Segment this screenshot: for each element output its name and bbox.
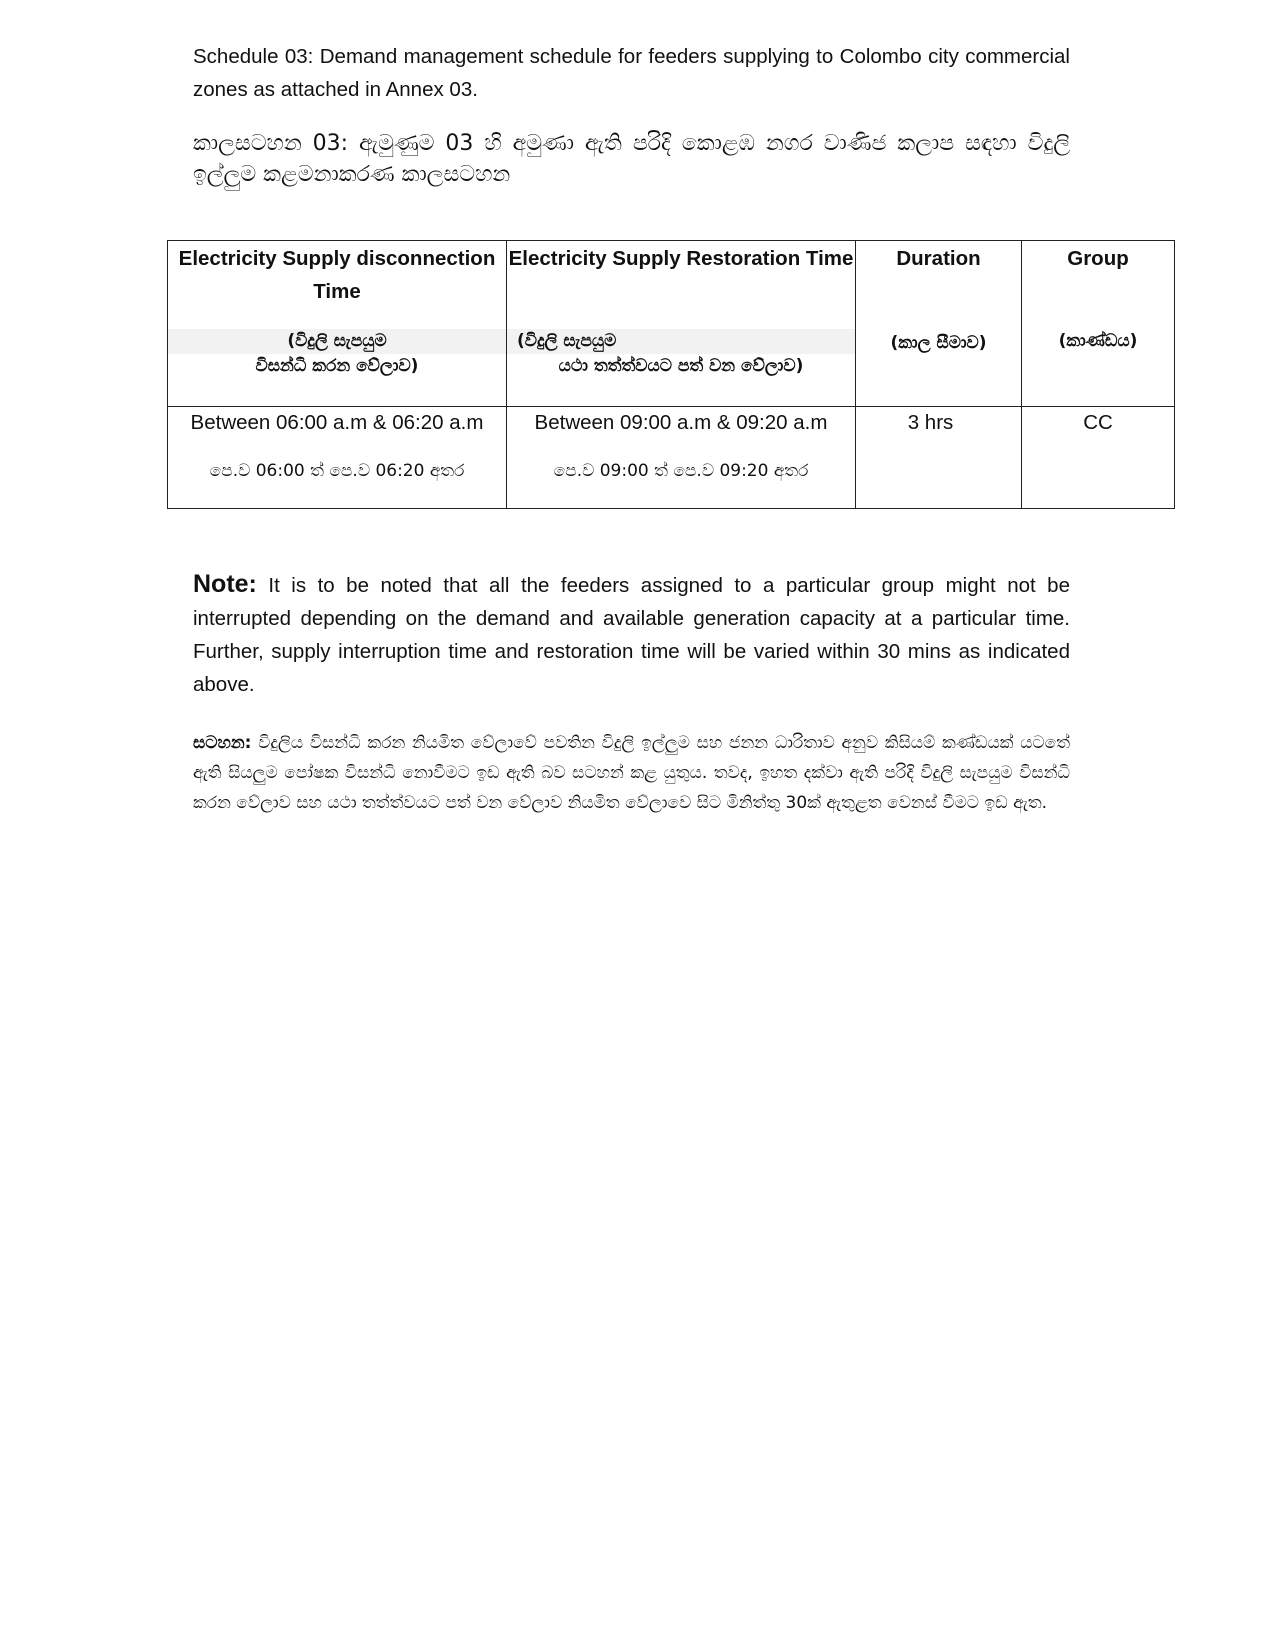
schedule-title-sinhala: කාලසටහන 03: ඇමුණුම 03 හි අමුණා ඇති පරිදි කොළඹ නගර වාණිජ කලාප සඳහා විදුලි ඉල්ලුම කළමනාකරණ කාලසටහන [193,131,1070,187]
note-sinhala [193,728,1070,818]
header-label: Electricity Supply disconnection Time [178,247,496,303]
note-english [193,568,1070,701]
cell-duration [856,407,1022,509]
cell-value: CC [1083,411,1113,434]
cell-disconnection-time [168,407,507,509]
cell-value: Between 06:00 a.m & 06:20 a.m [190,411,484,434]
cell-value: Between 09:00 a.m & 09:20 a.m [534,411,828,434]
cell-value-sinhala: පෙ.ව 09:00 ත් පෙ.ව 09:20 අතර [553,461,809,481]
header-group [1022,241,1175,407]
note-label: Note: [193,570,257,598]
schedule-table [167,240,1175,509]
table-header-row [168,241,1175,407]
header-disconnection-time [168,241,507,407]
header-restoration-time [507,241,856,407]
note-text: It is to be noted that all the feeders assigned to a particular group might not be interrupted depending on the demand and available generation capacity at a particular time. Further, supply interruption time and restoration time will be varied within 30 mins as indicated above. [193,574,1070,696]
header-sinhala-label: යථා තත්ත්වයට පත් වන වේලාව) [558,356,804,376]
header-duration [856,241,1022,407]
header-label: Duration [896,247,981,270]
schedule-title-english: Schedule 03: Demand management schedule for feeders supplying to Colombo city commercial zones as attached in Annex 03. [193,45,1070,101]
header-sinhala-label: (කාණ්ඩය) [1058,331,1138,351]
cell-group [1022,407,1175,509]
header-label: Group [1067,247,1129,270]
header-sinhala-label: විසන්ධි කරන වේලාව) [255,356,419,376]
note-sinhala-text: විදුලිය විසන්ධි කරන නියමිත වේලාවේ පවතින විදුලි ඉල්ලුම සහ ජනන ධාරිතාව අනුව කිසියම් කණ්ඩයක් යටතේ ඇති සියලුම පෝෂක විසන්ධි නොවීමට ඉඩ ඇති බව සටහන් කළ යුතුය. තවද, ඉහත දක්වා ඇති පරිදි විදුලි සැපයුම විසන්ධි කරන වේලාව සහ යථා තත්ත්වයට පත් වන වේලාව නියමිත වේලාවෙ සිට මිනිත්තු 30ක් ඇතුළත වෙනස් වීමට ඉඩ ඇත. [193,733,1071,813]
cell-value: 3 hrs [907,411,954,434]
header-label: Electricity Supply Restoration Time [508,247,854,270]
cell-restoration-time [507,407,856,509]
cell-value-sinhala: පෙ.ව 06:00 ත් පෙ.ව 06:20 අතර [209,461,465,481]
note-sinhala-label: සටහන: [193,733,252,753]
header-sinhala-label: (කාල සීමාව) [890,333,987,353]
header-sinhala-label: (විදුලි සැපයුම [168,329,506,354]
table-row [168,407,1175,509]
header-sinhala-label: (විදුලි සැපයුම [507,329,855,354]
